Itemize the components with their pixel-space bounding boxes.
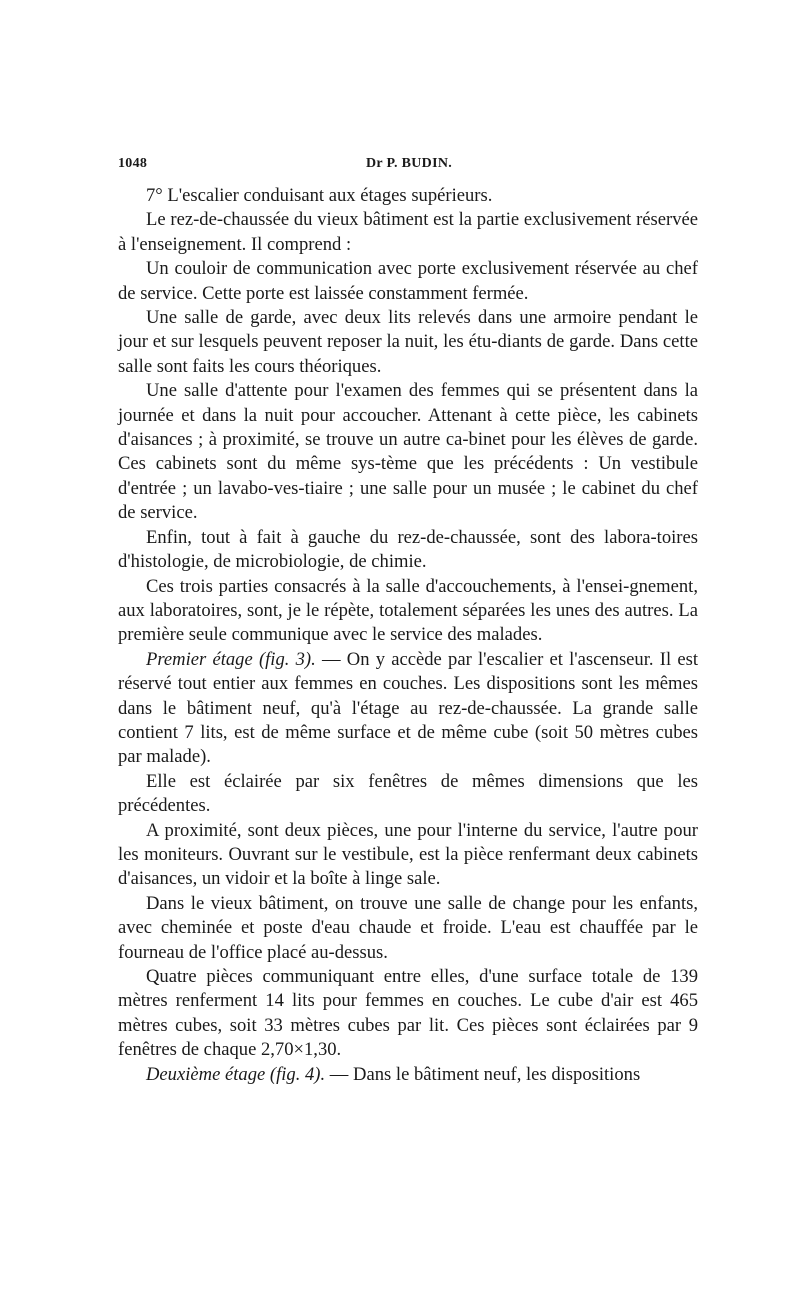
paragraph [118,648,698,770]
paragraph [118,306,698,379]
paragraph-text: A proximité, sont deux pièces, une pour l'interne du service, l'autre pour les moniteurs. Ouvrant sur le vestibule, est la pièce renfermant deux cabinets d'aisances, un vidoir et la boîte à linge sale. [118,819,698,890]
paragraph [118,379,698,525]
paragraph [118,208,698,257]
paragraph-text: Dans le vieux bâtiment, on trouve une salle de change pour les enfants, avec cheminée et poste d'eau chaude et froide. L'eau est chauffée par le fourneau de l'office placé au-dessus. [118,892,698,963]
paragraph [118,184,698,208]
paragraph-text: 7° L'escalier conduisant aux étages supérieurs. [146,185,493,206]
paragraph [118,965,698,1063]
paragraph [118,1063,698,1087]
paragraph [118,526,698,575]
paragraph [118,892,698,965]
paragraph-text: Enfin, tout à fait à gauche du rez-de-chaussée, sont des labora-toires d'histologie, de microbiologie, de chimie. [118,526,698,573]
book-page [118,152,698,1087]
section-heading-deuxieme-etage: Deuxième étage (fig. 4). [146,1063,326,1085]
paragraph-text: Elle est éclairée par six fenêtres de mêmes dimensions que les précédentes. [118,770,698,817]
paragraph [118,575,698,648]
running-head [118,152,698,178]
paragraph [118,819,698,892]
paragraph-text: Une salle d'attente pour l'examen des femmes qui se présentent dans la journée et dans la nuit pour accoucher. Attenant à cette pièce, les cabinets d'aisances ; à proximité, se trouve un autre ca-binet pour les élèves de garde. Ces cabinets sont du même sys-tème que les précédents : Un vestibule d'entrée ; un lavabo-ves-tiaire ; une salle pour un musée ; le cabinet du chef de service. [118,380,698,524]
paragraph-text: — Dans le bâtiment neuf, les dispositions [325,1063,641,1085]
paragraph-text: Le rez-de-chaussée du vieux bâtiment est la partie exclusivement réservée à l'enseignement. Il comprend : [118,209,698,255]
paragraph-text: — On y accède par l'escalier et l'ascenseur. Il est réservé tout entier aux femmes en couches. Les dispositions sont les mêmes dans le bâtiment neuf, qu'à l'étage au rez-de-chaussée. La grande salle contient 7 lits, est de même surface et de même cube (soit 50 mètres cubes par malade). [118,648,698,768]
running-head-author: Dr P. BUDIN. [366,156,453,171]
section-heading-premier-etage: Premier étage (fig. 3). [146,648,316,670]
body-text [118,184,698,1087]
paragraph-text: Ces trois parties consacrés à la salle d'accouchements, à l'ensei-gnement, aux laboratoires, sont, je le répète, totalement séparées les unes des autres. La première seule communique avec le service des malades. [118,575,698,646]
paragraph [118,770,698,819]
paragraph-text: Quatre pièces communiquant entre elles, d'une surface totale de 139 mètres renferment 14 lits pour femmes en couches. Le cube d'air est 465 mètres cubes, soit 33 mètres cubes par lit. Ces pièces sont éclairées par 9 fenêtres de chaque 2,70×1,30. [118,966,698,1061]
page-number: 1048 [118,156,148,171]
paragraph-text: Une salle de garde, avec deux lits relevés dans une armoire pendant le jour et sur lesquels peuvent reposer la nuit, les étu-diants de garde. Dans cette salle sont faits les cours théoriques. [118,307,698,377]
paragraph [118,257,698,306]
paragraph-text: Un couloir de communication avec porte exclusivement réservée au chef de service. Cette porte est laissée constamment fermée. [118,258,698,304]
